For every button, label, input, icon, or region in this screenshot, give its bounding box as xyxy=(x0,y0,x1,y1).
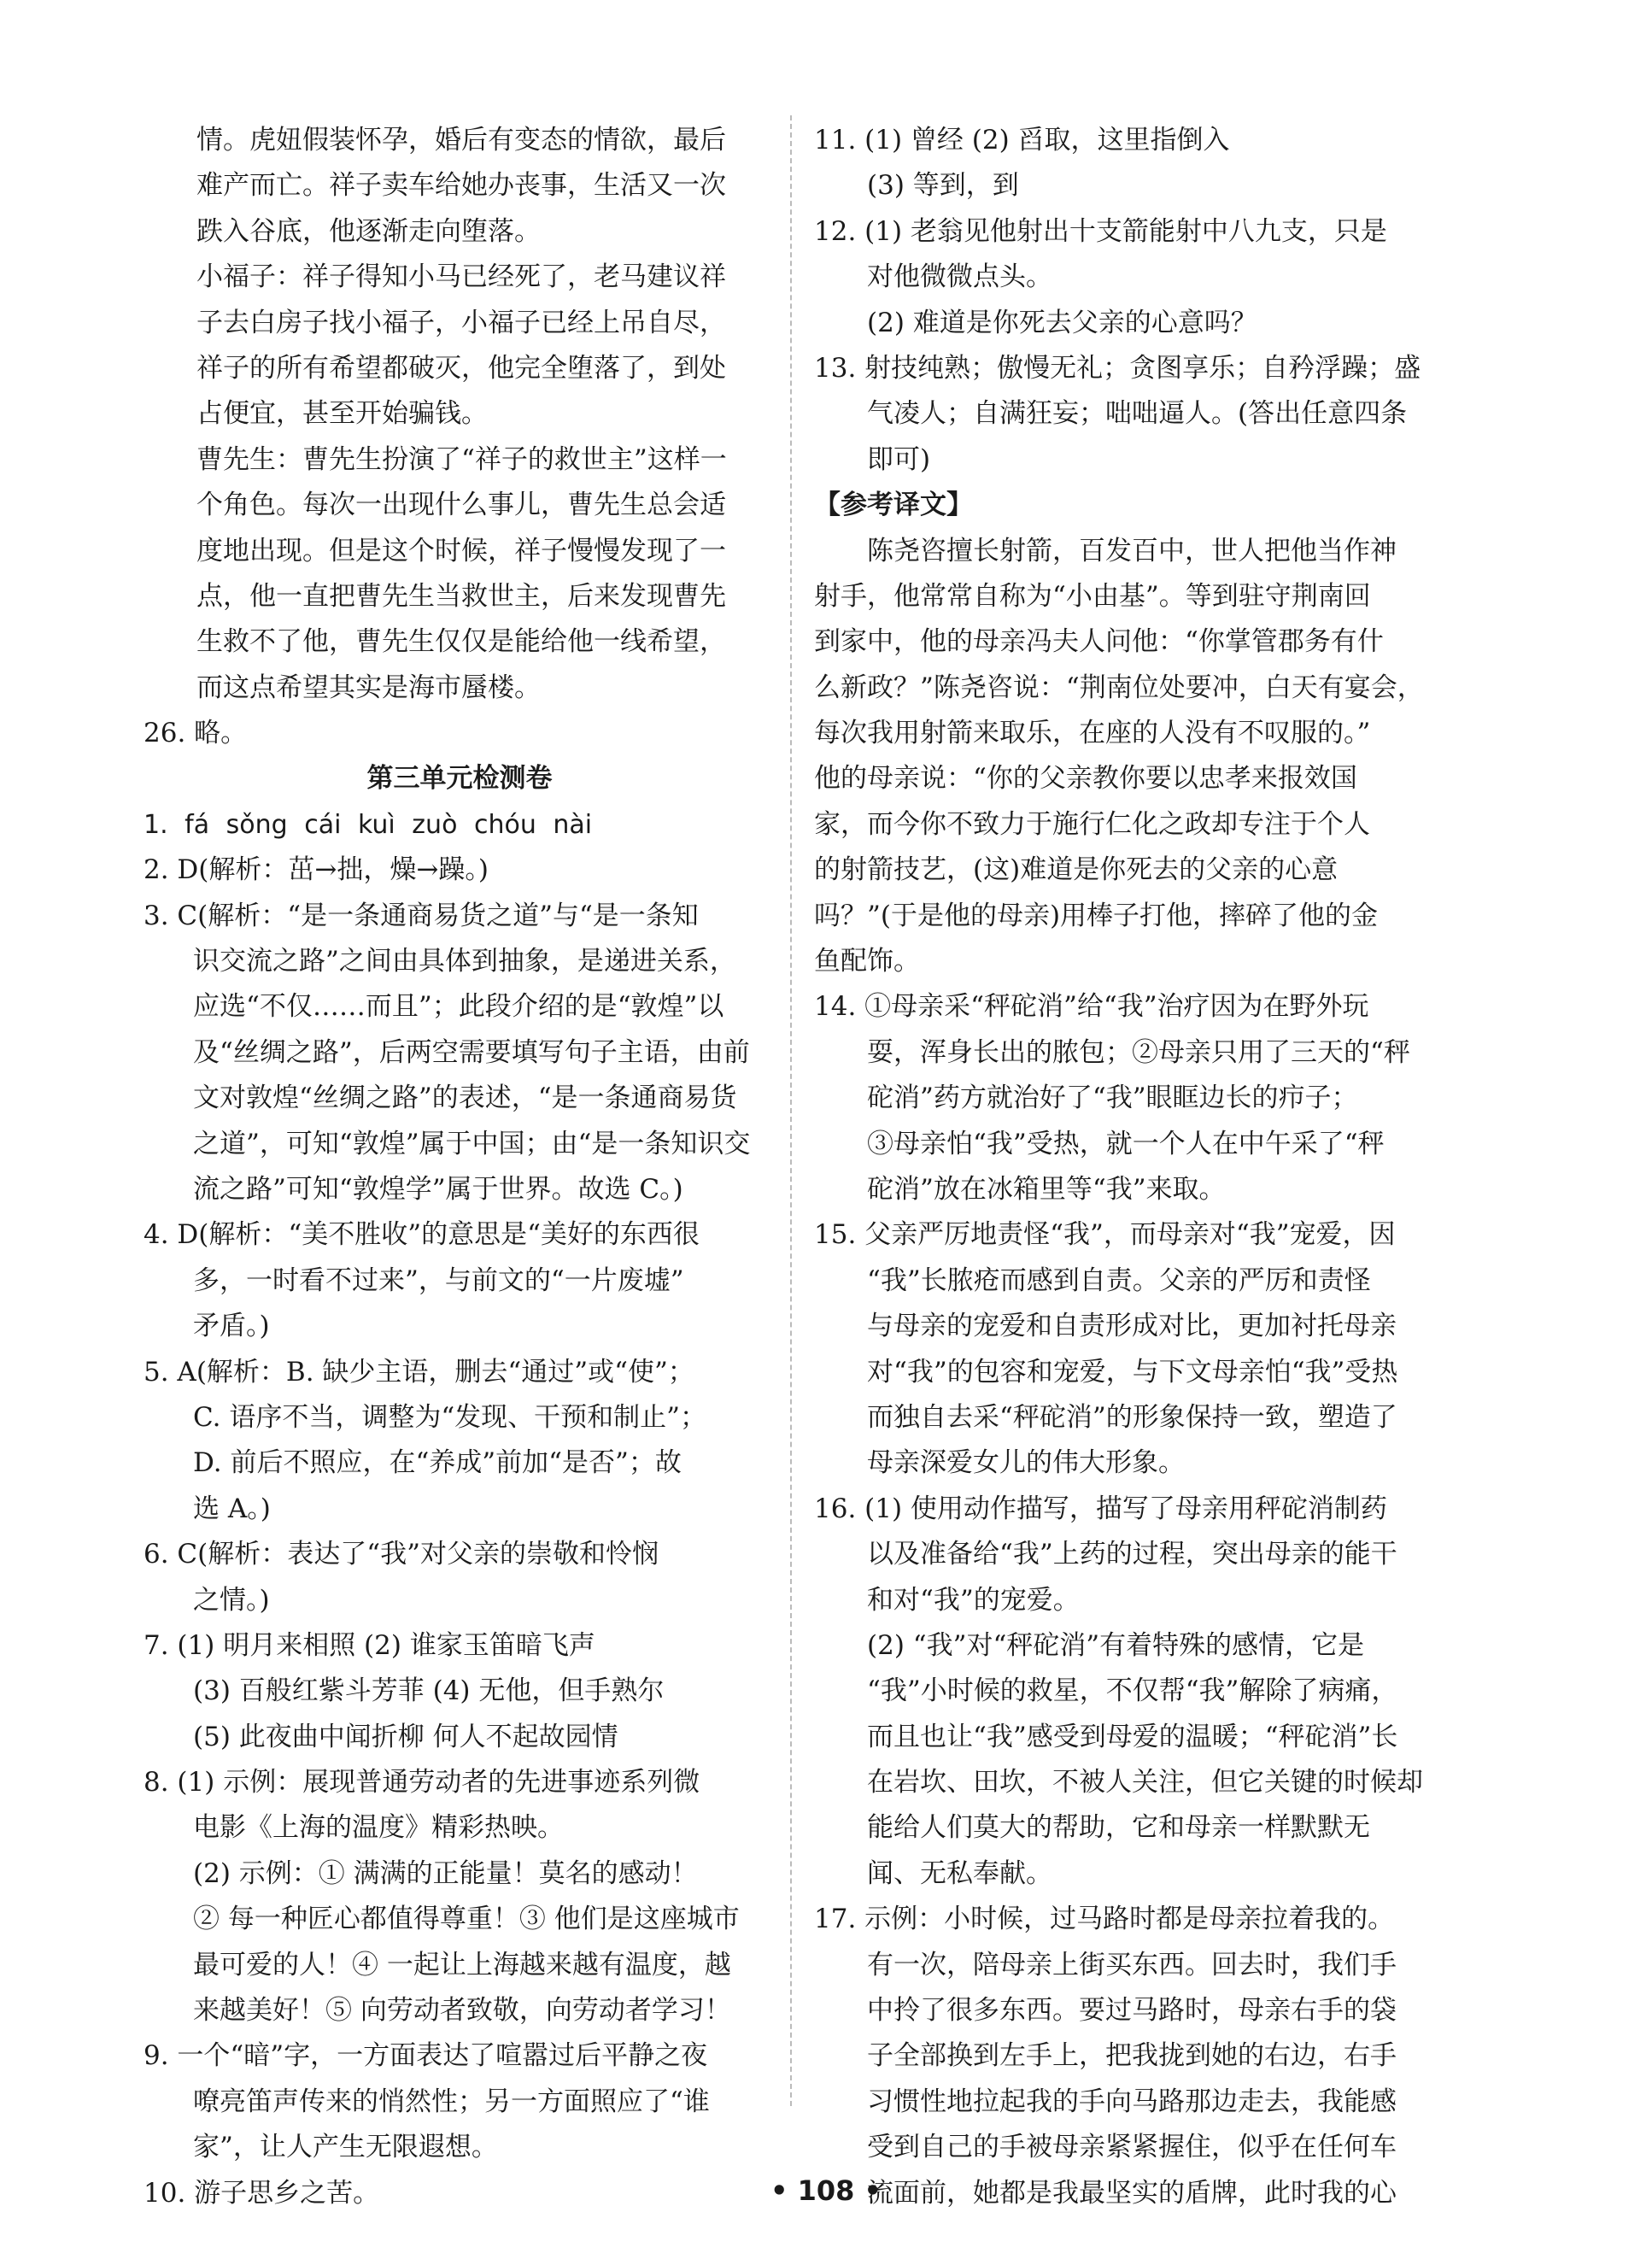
text-line: 每次我用射箭来取乐，在座的人没有不叹服的。” xyxy=(814,718,1371,749)
text-line: 情。虎妞假装怀孕，婚后有变态的情欲，最后 xyxy=(196,125,726,155)
text-line: 砣消”放在冰箱里等“我”来取。 xyxy=(867,1173,1226,1205)
text-line: 5. A(解析：B. 缺少主语，删去“通过”或“使”； xyxy=(144,1356,694,1388)
text-line: 有一次，陪母亲上街买东西。回去时，我们手 xyxy=(867,1949,1397,1980)
text-line: (2) 难道是你死去父亲的心意吗？ xyxy=(867,307,1257,338)
right-column xyxy=(814,118,1438,2216)
text-line: 耍，浑身长出的脓包；②母亲只用了三天的“秤 xyxy=(867,1036,1410,1068)
text-line: 小福子：祥子得知小马已经死了，老马建议祥 xyxy=(196,261,726,293)
text-line: 15. 父亲严厉地责怪“我”，而母亲对“我”宠爱，因 xyxy=(814,1219,1396,1251)
text-line: 之情。) xyxy=(193,1584,270,1616)
text-line: 射手，他常常自称为“小由基”。等到驻守荆南回 xyxy=(814,580,1371,612)
text-line: 8. (1) 示例：展现普通劳动者的先进事迹系列微 xyxy=(144,1767,700,1798)
text-line: 曹先生：曹先生扮演了“祥子的救世主”这样一 xyxy=(196,443,727,475)
text-line: 流之路”可知“敦煌学”属于世界。故选 C。) xyxy=(193,1173,683,1205)
text-line: 占便宜，甚至开始骗钱。 xyxy=(196,398,488,430)
text-line: 到家中，他的母亲冯夫人问他：“你掌管郡务有什 xyxy=(814,626,1384,658)
text-line: 26. 略。 xyxy=(144,718,248,749)
text-line: 点，他一直把曹先生当救世主，后来发现曹先 xyxy=(196,580,726,612)
text-line: 母亲深爱女儿的伟大形象。 xyxy=(867,1447,1185,1479)
text-line: 与母亲的宠爱和自责形成对比，更加衬托母亲 xyxy=(867,1311,1397,1342)
text-line: 对“我”的包容和宠爱，与下文母亲怕“我”受热 xyxy=(867,1356,1398,1388)
text-line: (3) 等到，到 xyxy=(867,170,1019,202)
text-line: 对他微微点头。 xyxy=(867,261,1052,293)
text-line: 第三单元检测卷 xyxy=(366,763,553,795)
text-line: 生救不了他，曹先生仅仅是能给他一线希望， xyxy=(196,626,726,658)
text-line: 跌入谷底，他逐渐走向堕落。 xyxy=(196,215,541,247)
text-line: 2. D(解析：茁→拙，燥→躁。) xyxy=(144,854,489,886)
text-line: 气凌人；自满狂妄；咄咄逼人。(答出任意四条 xyxy=(867,398,1408,430)
text-line: “我”长脓疮而感到自责。父亲的严厉和责怪 xyxy=(867,1264,1371,1296)
text-line: 矛盾。) xyxy=(193,1311,270,1342)
text-line: 祥子的所有希望都破灭，他完全堕落了，到处 xyxy=(196,352,726,384)
text-line: (5) 此夜曲中闻折柳 何人不起故园情 xyxy=(193,1721,618,1752)
text-line: ③母亲怕“我”受热，就一个人在中午采了“秤 xyxy=(867,1128,1385,1159)
text-line: 的射箭技艺，(这)难道是你死去的父亲的心意 xyxy=(814,854,1339,886)
text-line: 4. D(解析：“美不胜收”的意思是“美好的东西很 xyxy=(144,1219,700,1251)
text-line: 能给人们莫大的帮助，它和母亲一样默默无 xyxy=(867,1812,1370,1844)
text-line: 家”，让人产生无限遐想。 xyxy=(193,2132,498,2163)
text-line: 和对“我”的宠爱。 xyxy=(867,1584,1080,1616)
text-line: 13. 射技纯熟；傲慢无礼；贪图享乐；自矜浮躁；盛 xyxy=(814,352,1421,384)
text-line: 受到自己的手被母亲紧紧握住，似乎在任何车 xyxy=(867,2132,1397,2163)
page-number: • 108 • xyxy=(770,2174,882,2207)
text-line: 应选“不仅……而且”；此段介绍的是“敦煌”以 xyxy=(193,991,724,1023)
text-line: 度地出现。但是这个时候，祥子慢慢发现了一 xyxy=(196,535,726,566)
text-line: 7. (1) 明月来相照 (2) 谁家玉笛暗飞声 xyxy=(144,1629,595,1661)
text-line: 【参考译文】 xyxy=(814,490,973,521)
text-line: 电影《上海的温度》精彩热映。 xyxy=(193,1812,564,1844)
text-line: 6. C(解析：表达了“我”对父亲的崇敬和怜悯 xyxy=(144,1539,659,1570)
text-line: 3. C(解析：“是一条通商易货之道”与“是一条知 xyxy=(144,900,699,931)
text-line: 来越美好！⑤ 向劳动者致敬，向劳动者学习！ xyxy=(193,1995,731,2027)
text-line: 闻、无私奉献。 xyxy=(867,1857,1052,1889)
text-line: 而且也让“我”感受到母爱的温暖；“秤砣消”长 xyxy=(867,1721,1398,1752)
text-line: 在岩坎、田坎，不被人关注，但它关键的时候却 xyxy=(867,1767,1423,1798)
text-line: 之道”，可知“敦煌”属于中国；由“是一条知识交 xyxy=(193,1128,751,1159)
text-line: 最可爱的人！④ 一起让上海越来越有温度，越 xyxy=(193,1949,731,1980)
text-line: 多，一时看不过来”，与前文的“一片废墟” xyxy=(193,1264,684,1296)
text-line: 17. 示例：小时候，过马路时都是母亲拉着我的。 xyxy=(814,1904,1395,1935)
text-line: 而独自去采“秤砣消”的形象保持一致，塑造了 xyxy=(867,1401,1397,1433)
text-line: (2) 示例：① 满满的正能量！莫名的感动！ xyxy=(193,1857,698,1889)
text-line: C. 语序不当，调整为“发现、干预和制止”； xyxy=(193,1401,707,1433)
text-line: 家，而今你不致力于施行仁化之政却专注于个人 xyxy=(814,808,1370,840)
text-line: 个角色。每次一出现什么事儿，曹先生总会适 xyxy=(196,490,726,521)
text-line: 难产而亡。祥子卖车给她办丧事，生活又一次 xyxy=(196,170,726,202)
text-line: 习惯性地拉起我的手向马路那边走去，我能感 xyxy=(867,2086,1397,2117)
text-line: 文对敦煌“丝绸之路”的表述，“是一条通商易货 xyxy=(193,1083,737,1114)
left-column xyxy=(144,118,776,2216)
text-line: 而这点希望其实是海市蜃楼。 xyxy=(196,672,541,703)
text-line: 以及准备给“我”上药的过程，突出母亲的能干 xyxy=(867,1539,1397,1570)
text-line: 9. 一个“暗”字，一方面表达了喧嚣过后平静之夜 xyxy=(144,2040,708,2072)
text-line: 么新政？”陈尧咨说：“荆南位处要冲，白天有宴会， xyxy=(814,672,1424,703)
text-line: ② 每一种匠心都值得尊重！③ 他们是这座城市 xyxy=(193,1904,740,1935)
text-line: 选 A。) xyxy=(193,1493,271,1524)
text-line: 识交流之路”之间由具体到抽象，是递进关系， xyxy=(193,946,736,977)
text-line: 及“丝绸之路”，后两空需要填写句子主语，由前 xyxy=(193,1036,750,1068)
text-line: 流面前，她都是我最坚实的盾牌，此时我的心 xyxy=(867,2177,1397,2209)
text-line: 嘹亮笛声传来的悄然性；另一方面照应了“谁 xyxy=(193,2086,710,2117)
text-line: 子去白房子找小福子，小福子已经上吊自尽， xyxy=(196,307,726,338)
text-line: 10. 游子思乡之苦。 xyxy=(144,2177,380,2209)
text-line: 中拎了很多东西。要过马路时，母亲右手的袋 xyxy=(867,1995,1397,2027)
text-line: 陈尧咨擅长射箭，百发百中，世人把他当作神 xyxy=(867,535,1397,566)
text-line: “我”小时候的救星，不仅帮“我”解除了病痛， xyxy=(867,1675,1398,1707)
column-divider xyxy=(790,115,792,2106)
text-line: 16. (1) 使用动作描写，描写了母亲用秤砣消制药 xyxy=(814,1493,1387,1524)
text-line: 11. (1) 曾经 (2) 舀取，这里指倒入 xyxy=(814,125,1230,155)
text-line: (2) “我”对“秤砣消”有着特殊的感情，它是 xyxy=(867,1629,1365,1661)
text-line: 吗？”(于是他的母亲)用棒子打他，摔碎了他的金 xyxy=(814,900,1379,931)
text-line: (3) 百般红紫斗芳菲 (4) 无他，但手熟尔 xyxy=(193,1675,665,1707)
text-line: 即可) xyxy=(867,443,931,475)
text-line: D. 前后不照应，在“养成”前加“是否”；故 xyxy=(193,1447,682,1479)
text-line: 子全部换到左手上，把我拢到她的右边，右手 xyxy=(867,2040,1397,2072)
text-line: 1. fá sǒng cái kuì zuò chóu nài xyxy=(144,809,593,840)
text-line: 鱼配饰。 xyxy=(814,946,920,977)
text-line: 他的母亲说：“你的父亲教你要以忠孝来报效国 xyxy=(814,763,1357,795)
text-line: 12. (1) 老翁见他射出十支箭能射中八九支，只是 xyxy=(814,215,1387,247)
text-line: 14. ①母亲采“秤砣消”给“我”治疗因为在野外玩 xyxy=(814,991,1369,1023)
text-line: 砣消”药方就治好了“我”眼眶边长的疖子； xyxy=(867,1083,1358,1114)
